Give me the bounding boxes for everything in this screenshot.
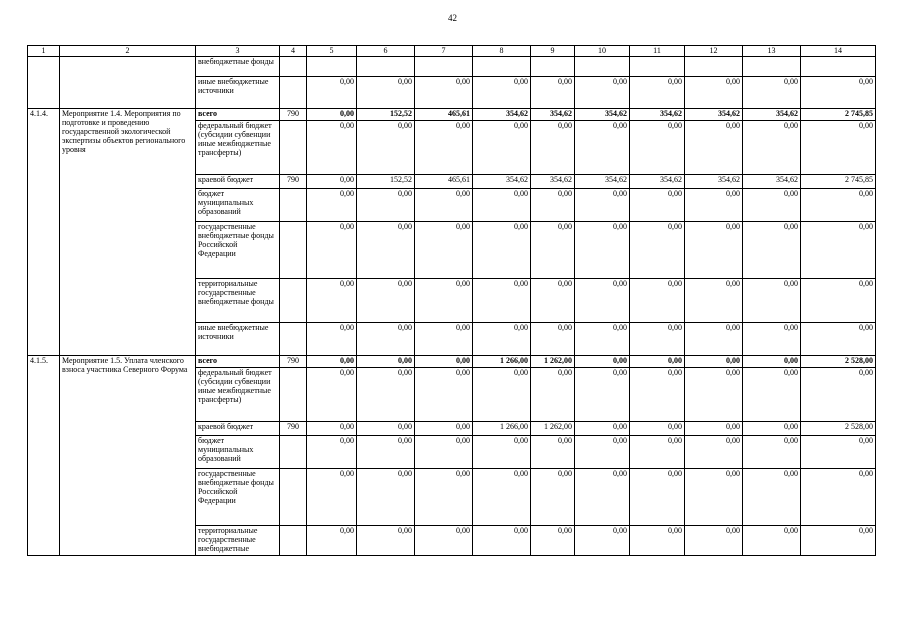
value-cell: 354,62 xyxy=(685,109,743,121)
value-cell: 0,00 xyxy=(357,526,415,556)
value-cell: 0,00 xyxy=(575,422,630,436)
value-cell: 0,00 xyxy=(685,77,743,109)
value-cell: 0,00 xyxy=(531,77,575,109)
value-cell: 354,62 xyxy=(743,175,801,189)
value-cell: 354,62 xyxy=(473,109,531,121)
value-cell: 0,00 xyxy=(415,279,473,323)
value-cell: 0,00 xyxy=(473,368,531,422)
value-cell: 2 528,00 xyxy=(801,422,876,436)
value-cell: 0,00 xyxy=(743,323,801,356)
measure-title: Мероприятие 1.5. Уплата членского взноса участника Северного Форума xyxy=(60,356,196,556)
code-cell xyxy=(280,526,307,556)
funding-source-cell: территориальные государственные внебюджетные фонды xyxy=(196,279,280,323)
code-cell xyxy=(280,323,307,356)
value-cell: 0,00 xyxy=(743,222,801,279)
value-cell: 0,00 xyxy=(630,121,685,175)
budget-table xyxy=(27,45,876,556)
value-cell: 0,00 xyxy=(473,77,531,109)
value-cell xyxy=(801,57,876,77)
value-cell: 0,00 xyxy=(743,189,801,222)
value-cell xyxy=(743,57,801,77)
value-cell: 0,00 xyxy=(685,222,743,279)
code-cell xyxy=(280,222,307,279)
value-cell: 0,00 xyxy=(307,222,357,279)
value-cell: 0,00 xyxy=(531,526,575,556)
value-cell: 0,00 xyxy=(357,356,415,368)
value-cell: 354,62 xyxy=(575,109,630,121)
value-cell: 0,00 xyxy=(415,356,473,368)
code-cell xyxy=(280,189,307,222)
value-cell: 0,00 xyxy=(415,526,473,556)
page-number: 42 xyxy=(448,13,457,23)
value-cell: 0,00 xyxy=(685,323,743,356)
value-cell: 0,00 xyxy=(801,368,876,422)
funding-source-cell: бюджет муниципальных образований xyxy=(196,189,280,222)
value-cell: 0,00 xyxy=(630,469,685,526)
value-cell: 0,00 xyxy=(801,189,876,222)
value-cell: 0,00 xyxy=(307,121,357,175)
column-header: 12 xyxy=(685,46,743,57)
value-cell: 0,00 xyxy=(685,121,743,175)
value-cell: 0,00 xyxy=(575,222,630,279)
value-cell: 0,00 xyxy=(307,77,357,109)
value-cell: 465,61 xyxy=(415,109,473,121)
value-cell: 0,00 xyxy=(473,469,531,526)
value-cell: 0,00 xyxy=(307,109,357,121)
funding-source-cell: бюджет муниципальных образований xyxy=(196,436,280,469)
value-cell: 354,62 xyxy=(531,109,575,121)
value-cell: 0,00 xyxy=(531,189,575,222)
value-cell: 0,00 xyxy=(575,189,630,222)
value-cell: 0,00 xyxy=(743,469,801,526)
value-cell: 0,00 xyxy=(473,222,531,279)
value-cell: 0,00 xyxy=(415,469,473,526)
value-cell: 0,00 xyxy=(801,279,876,323)
value-cell: 0,00 xyxy=(743,356,801,368)
funding-source-cell: иные внебюджетные источники xyxy=(196,77,280,109)
value-cell: 0,00 xyxy=(531,279,575,323)
value-cell: 0,00 xyxy=(685,422,743,436)
value-cell: 0,00 xyxy=(357,469,415,526)
value-cell: 0,00 xyxy=(685,368,743,422)
funding-source-cell: всего xyxy=(196,356,280,368)
column-header: 11 xyxy=(630,46,685,57)
value-cell: 0,00 xyxy=(357,222,415,279)
value-cell: 354,62 xyxy=(575,175,630,189)
value-cell: 0,00 xyxy=(357,323,415,356)
value-cell: 0,00 xyxy=(473,279,531,323)
value-cell: 0,00 xyxy=(415,121,473,175)
value-cell: 0,00 xyxy=(801,469,876,526)
value-cell: 0,00 xyxy=(575,121,630,175)
value-cell: 0,00 xyxy=(801,526,876,556)
value-cell: 0,00 xyxy=(415,422,473,436)
funding-source-cell: всего xyxy=(196,109,280,121)
value-cell: 0,00 xyxy=(801,222,876,279)
column-header: 5 xyxy=(307,46,357,57)
funding-source-cell: территориальные государственные внебюджетные xyxy=(196,526,280,556)
code-cell xyxy=(280,77,307,109)
value-cell: 1 266,00 xyxy=(473,422,531,436)
column-header: 2 xyxy=(60,46,196,57)
funding-source-cell: федеральный бюджет (субсидии субвенции иные межбюджетные трансферты) xyxy=(196,368,280,422)
value-cell: 0,00 xyxy=(531,368,575,422)
value-cell: 0,00 xyxy=(743,526,801,556)
value-cell: 0,00 xyxy=(473,189,531,222)
value-cell: 0,00 xyxy=(473,323,531,356)
value-cell: 0,00 xyxy=(575,469,630,526)
value-cell: 0,00 xyxy=(307,469,357,526)
value-cell: 0,00 xyxy=(575,323,630,356)
value-cell: 0,00 xyxy=(575,526,630,556)
value-cell: 0,00 xyxy=(801,77,876,109)
value-cell xyxy=(685,57,743,77)
value-cell: 0,00 xyxy=(531,121,575,175)
value-cell: 0,00 xyxy=(575,77,630,109)
column-header: 3 xyxy=(196,46,280,57)
code-cell: 790 xyxy=(280,175,307,189)
value-cell xyxy=(575,57,630,77)
value-cell: 0,00 xyxy=(531,436,575,469)
value-cell: 0,00 xyxy=(743,436,801,469)
column-header: 8 xyxy=(473,46,531,57)
value-cell: 0,00 xyxy=(473,121,531,175)
value-cell xyxy=(357,57,415,77)
column-header: 14 xyxy=(801,46,876,57)
code-cell: 790 xyxy=(280,356,307,368)
title-cell xyxy=(60,57,196,109)
code-cell xyxy=(280,368,307,422)
table-row xyxy=(28,109,876,121)
funding-source-cell: иные внебюджетные источники xyxy=(196,323,280,356)
value-cell: 0,00 xyxy=(630,356,685,368)
value-cell: 354,62 xyxy=(473,175,531,189)
value-cell: 0,00 xyxy=(801,436,876,469)
table-body xyxy=(28,57,876,556)
value-cell: 0,00 xyxy=(415,368,473,422)
value-cell: 0,00 xyxy=(575,368,630,422)
value-cell: 0,00 xyxy=(630,77,685,109)
value-cell: 0,00 xyxy=(473,436,531,469)
value-cell: 0,00 xyxy=(415,189,473,222)
value-cell: 0,00 xyxy=(307,356,357,368)
funding-source-cell: федеральный бюджет (субсидии субвенции иные межбюджетные трансферты) xyxy=(196,121,280,175)
value-cell: 0,00 xyxy=(743,368,801,422)
funding-source-cell: государственные внебюджетные фонды Российской Федерации xyxy=(196,469,280,526)
value-cell xyxy=(630,57,685,77)
value-cell: 152,52 xyxy=(357,109,415,121)
value-cell: 0,00 xyxy=(307,279,357,323)
value-cell: 465,61 xyxy=(415,175,473,189)
value-cell: 152,52 xyxy=(357,175,415,189)
value-cell: 0,00 xyxy=(357,422,415,436)
table-row xyxy=(28,57,876,77)
value-cell: 1 266,00 xyxy=(473,356,531,368)
code-cell: 790 xyxy=(280,422,307,436)
number-cell xyxy=(28,57,60,109)
funding-source-cell: внебюджетные фонды xyxy=(196,57,280,77)
value-cell: 1 262,00 xyxy=(531,356,575,368)
measure-number: 4.1.4. xyxy=(28,109,60,356)
value-cell: 0,00 xyxy=(575,356,630,368)
value-cell: 354,62 xyxy=(630,175,685,189)
value-cell: 0,00 xyxy=(357,436,415,469)
value-cell: 0,00 xyxy=(685,189,743,222)
value-cell: 0,00 xyxy=(630,279,685,323)
value-cell: 0,00 xyxy=(307,526,357,556)
code-cell: 790 xyxy=(280,109,307,121)
value-cell: 0,00 xyxy=(575,436,630,469)
value-cell: 0,00 xyxy=(307,175,357,189)
header-row xyxy=(28,46,876,57)
value-cell: 2 528,00 xyxy=(801,356,876,368)
value-cell: 0,00 xyxy=(685,279,743,323)
value-cell xyxy=(415,57,473,77)
value-cell: 0,00 xyxy=(415,436,473,469)
value-cell: 0,00 xyxy=(531,469,575,526)
value-cell: 0,00 xyxy=(685,526,743,556)
value-cell: 0,00 xyxy=(307,436,357,469)
value-cell: 0,00 xyxy=(307,422,357,436)
value-cell: 0,00 xyxy=(630,189,685,222)
measure-title: Мероприятие 1.4. Мероприятия по подготовке и проведению государственной экологической экспертизы объектов регионального уровня xyxy=(60,109,196,356)
value-cell: 0,00 xyxy=(415,77,473,109)
value-cell: 0,00 xyxy=(630,323,685,356)
value-cell: 0,00 xyxy=(743,121,801,175)
value-cell: 0,00 xyxy=(685,356,743,368)
value-cell: 0,00 xyxy=(307,368,357,422)
value-cell: 0,00 xyxy=(473,526,531,556)
value-cell: 0,00 xyxy=(630,368,685,422)
measure-number: 4.1.5. xyxy=(28,356,60,556)
column-header: 10 xyxy=(575,46,630,57)
value-cell: 0,00 xyxy=(743,279,801,323)
value-cell xyxy=(531,57,575,77)
column-header: 4 xyxy=(280,46,307,57)
funding-source-cell: краевой бюджет xyxy=(196,422,280,436)
value-cell: 354,62 xyxy=(531,175,575,189)
table-row xyxy=(28,356,876,368)
code-cell xyxy=(280,279,307,323)
code-cell xyxy=(280,469,307,526)
funding-source-cell: краевой бюджет xyxy=(196,175,280,189)
code-cell xyxy=(280,57,307,77)
value-cell: 1 262,00 xyxy=(531,422,575,436)
column-header: 13 xyxy=(743,46,801,57)
value-cell xyxy=(307,57,357,77)
code-cell xyxy=(280,121,307,175)
value-cell: 0,00 xyxy=(531,323,575,356)
value-cell: 0,00 xyxy=(357,121,415,175)
value-cell: 354,62 xyxy=(685,175,743,189)
value-cell: 0,00 xyxy=(743,422,801,436)
value-cell: 0,00 xyxy=(630,222,685,279)
value-cell: 0,00 xyxy=(801,121,876,175)
value-cell: 0,00 xyxy=(575,279,630,323)
funding-source-cell: государственные внебюджетные фонды Российской Федерации xyxy=(196,222,280,279)
value-cell: 0,00 xyxy=(531,222,575,279)
value-cell: 0,00 xyxy=(357,189,415,222)
value-cell: 0,00 xyxy=(307,189,357,222)
value-cell: 0,00 xyxy=(357,368,415,422)
value-cell xyxy=(473,57,531,77)
column-header: 9 xyxy=(531,46,575,57)
value-cell: 354,62 xyxy=(743,109,801,121)
column-header: 7 xyxy=(415,46,473,57)
column-header: 6 xyxy=(357,46,415,57)
value-cell: 0,00 xyxy=(685,469,743,526)
value-cell: 2 745,85 xyxy=(801,175,876,189)
value-cell: 2 745,85 xyxy=(801,109,876,121)
value-cell: 0,00 xyxy=(357,77,415,109)
value-cell: 0,00 xyxy=(685,436,743,469)
value-cell: 0,00 xyxy=(630,526,685,556)
column-header: 1 xyxy=(28,46,60,57)
value-cell: 0,00 xyxy=(357,279,415,323)
value-cell: 0,00 xyxy=(801,323,876,356)
value-cell: 354,62 xyxy=(630,109,685,121)
code-cell xyxy=(280,436,307,469)
value-cell: 0,00 xyxy=(743,77,801,109)
value-cell: 0,00 xyxy=(630,436,685,469)
value-cell: 0,00 xyxy=(630,422,685,436)
value-cell: 0,00 xyxy=(415,323,473,356)
value-cell: 0,00 xyxy=(307,323,357,356)
value-cell: 0,00 xyxy=(415,222,473,279)
